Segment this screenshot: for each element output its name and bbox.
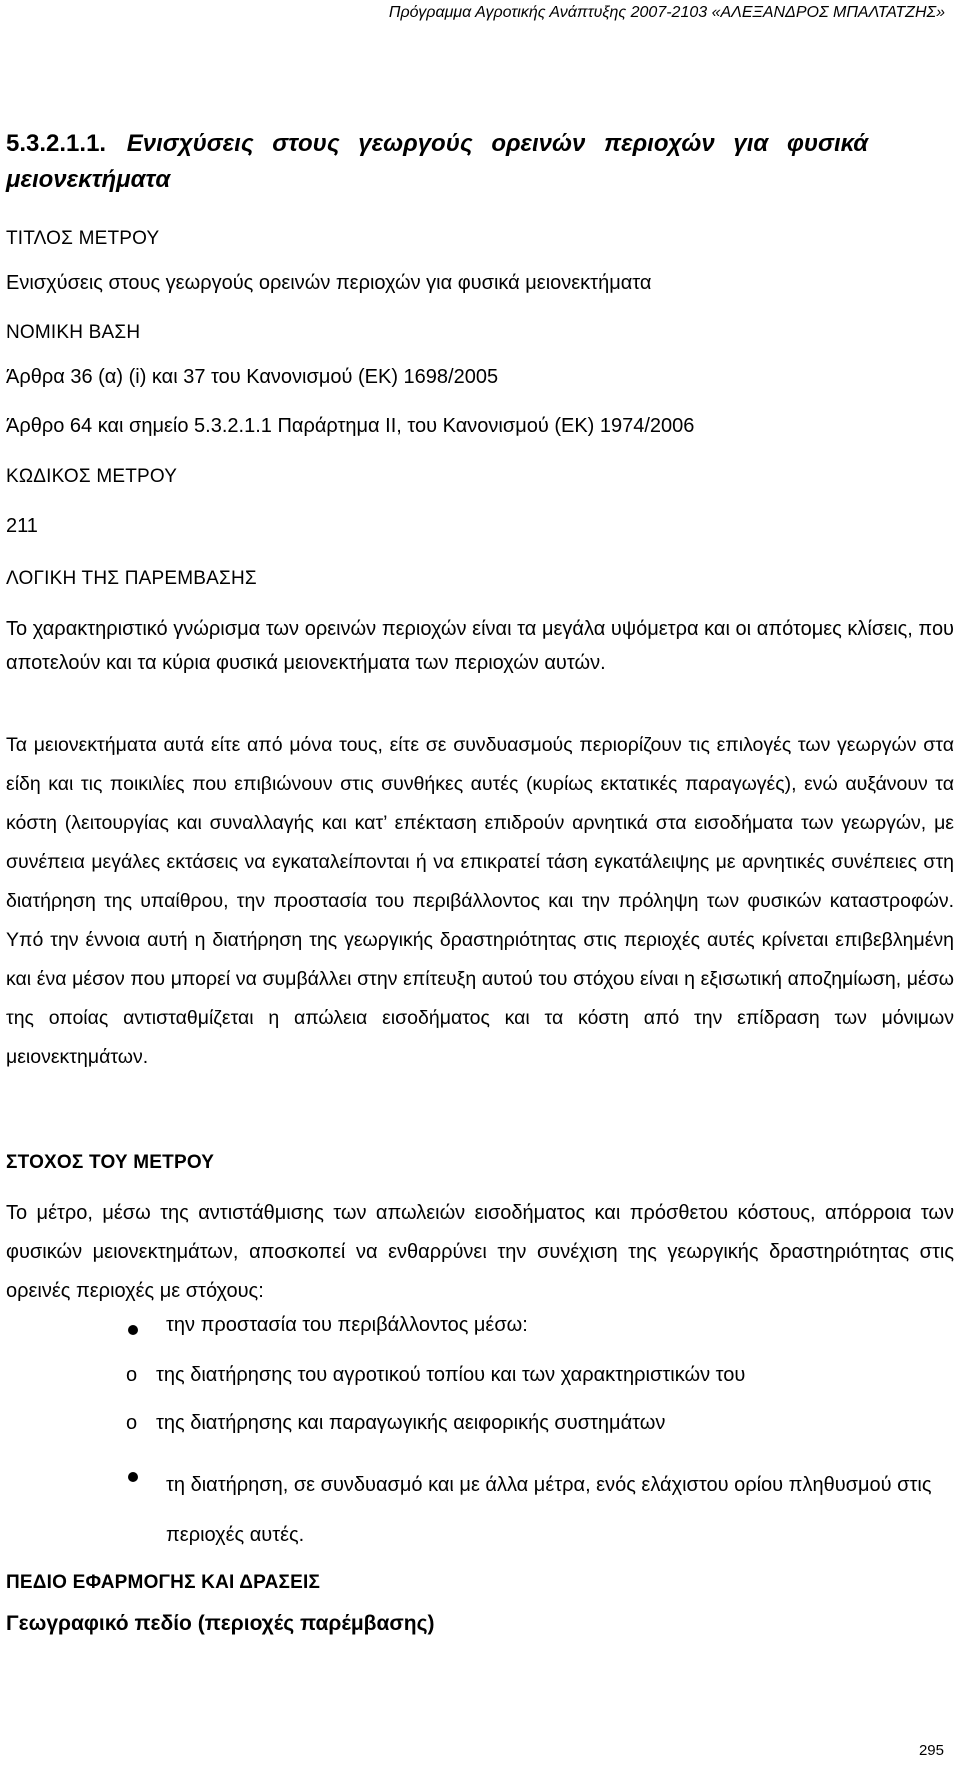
scope-subheading: Γεωγραφικό πεδίο (περιοχές παρέμβασης) [6, 1612, 435, 1635]
measure-code-heading: ΚΩΔΙΚΟΣ ΜΕΤΡΟΥ [6, 466, 178, 487]
objective-item-1: την προστασία του περιβάλλοντος μέσω: [166, 1314, 528, 1336]
objective-paragraph: Το μέτρο, μέσω της αντιστάθμισης των απωλειών εισοδήματος και πρόσθετου κόστους, απόρροια των φυσικών μειονεκτημάτων, αποσκοπεί να ενθαρρύνει την συνέχιση της γεωργικής δραστηριότητας στις ορεινές περιοχές με στόχους: [6, 1202, 954, 1302]
bullet-circle-icon: o [126, 1364, 138, 1386]
scope-heading: ΠΕΔΙΟ ΕΦΑΡΜΟΓΗΣ ΚΑΙ ΔΡΑΣΕΙΣ [6, 1572, 321, 1593]
section-title [6, 126, 954, 198]
legal-basis-heading: ΝΟΜΙΚΗ ΒΑΣΗ [6, 322, 141, 343]
rationale-paragraph-1: Το χαρακτηριστικό γνώρισμα των ορεινών περιοχών είναι τα μεγάλα υψόμετρα και οι απότομες κλίσεις, που αποτελούν και τα κύρια φυσικά μειονεκτήματα των περιοχών αυτών. [6, 618, 954, 674]
bullet-circle-icon: o [126, 1412, 138, 1434]
objective-item-4: τη διατήρηση, σε συνδυασμό και με άλλα μέτρα, ενός ελάχιστου ορίου πληθυσμού στις περιοχές αυτές. [166, 1474, 932, 1546]
running-header: Πρόγραμμα Αγροτικής Ανάπτυξης 2007-2103 «ΑΛΕΞΑΝΔΡΟΣ ΜΠΑΛΤΑΤΖΗΣ» [388, 4, 945, 21]
objective-heading: ΣΤΟΧΟΣ ΤΟΥ ΜΕΤΡΟΥ [6, 1152, 215, 1173]
legal-basis-line-2: Άρθρο 64 και σημείο 5.3.2.1.1 Παράρτημα ΙΙ, του Κανονισμού (ΕΚ) 1974/2006 [6, 415, 695, 437]
objective-item-2: της διατήρησης του αγροτικού τοπίου και των χαρακτηριστικών του [156, 1364, 746, 1386]
bullet-dot-icon [128, 1472, 138, 1482]
rationale-paragraph-2: Τα μειονεκτήματα αυτά είτε από μόνα τους, είτε σε συνδυασμούς περιορίζουν τις επιλογές των γεωργών στα είδη και τις ποικιλίες που επιβιώνουν στις συνθήκες αυτές (κυρίως εκτατικές παραγωγές), ενώ αυξάνουν τα κόστη (λειτουργίας και συναλλαγής και κατ’ επέκταση επιδρούν αρνητικά στα εισοδήματα των γεωργών, με συνέπεια μεγάλες εκτάσεις να εγκαταλείπονται ή να επικρατεί τάση εγκατάλειψης με αρνητικές συνέπειες στη διατήρηση της υπαίθρου, την προστασία του περιβάλλοντος και την πρόληψη των φυσικών καταστροφών. Υπό την έννοια αυτή η διατήρηση της γεωργικής δραστηριότητας στις περιοχές αυτές κρίνεται επιβεβλημένη και ένα μέσον που μπορεί να συμβάλλει στην επίτευξη αυτού του στόχου είναι η εξισωτική αποζημίωση, μέσω της οποίας αντισταθμίζεται η απώλεια εισοδήματος και τα κόστη από την επίδραση των μόνιμων μειονεκτημάτων. [6, 734, 954, 1068]
section-title-text: Ενισχύσεις στους γεωργούς ορεινών περιοχών για φυσικά μειονεκτήματα [6, 130, 869, 193]
measure-title-text: Ενισχύσεις στους γεωργούς ορεινών περιοχών για φυσικά μειονεκτήματα [6, 272, 652, 294]
objective-item-3: της διατήρησης και παραγωγικής αειφορικής συστημάτων [156, 1412, 666, 1434]
legal-basis-line-1: Άρθρα 36 (α) (i) και 37 του Κανονισμού (ΕΚ) 1698/2005 [6, 366, 499, 388]
section-number: 5.3.2.1.1. [6, 130, 107, 157]
rationale-heading: ΛΟΓΙΚΗ ΤΗΣ ΠΑΡΕΜΒΑΣΗΣ [6, 568, 257, 589]
page-number: 295 [918, 1742, 944, 1759]
measure-title-heading: ΤΙΤΛΟΣ ΜΕΤΡΟΥ [6, 228, 160, 249]
measure-code-value: 211 [6, 515, 38, 537]
bullet-dot-icon [128, 1325, 138, 1335]
